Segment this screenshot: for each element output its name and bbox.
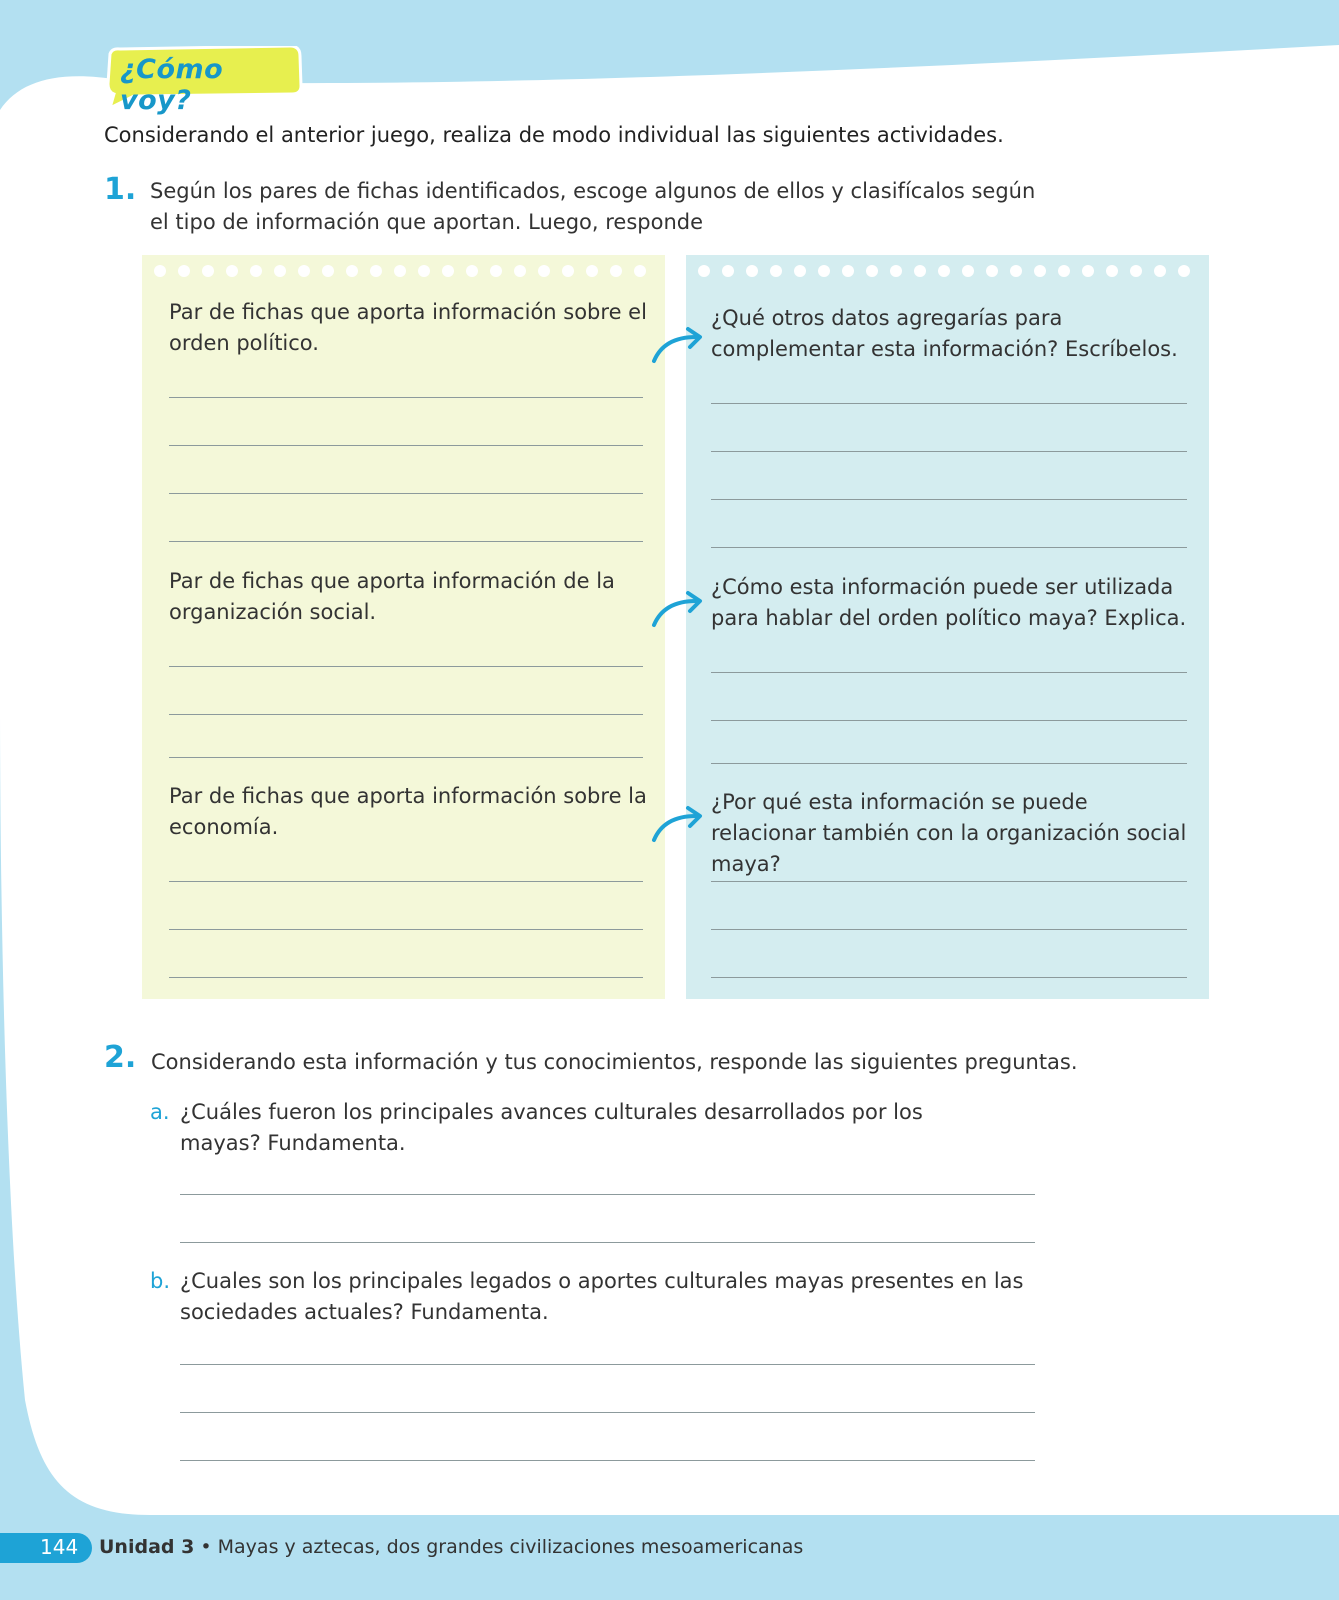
answer-line[interactable] [711,403,1187,404]
left-notepad-card [142,255,665,999]
notepad-holes-icon [152,264,655,278]
answer-line[interactable] [711,763,1187,764]
subquestion-b-text: ¿Cuales son los principales legados o aportes culturales mayas presentes en las sociedades actuales? Fundamenta. [180,1269,1024,1324]
answer-line[interactable] [711,547,1187,548]
left-card-prompt-3: Par de fichas que aporta información sobre la economía. [169,784,647,839]
left-card-prompt-2: Par de fichas que aporta información de la organización social. [169,569,615,624]
answer-line[interactable] [169,397,643,398]
footer-separator: • [200,1536,212,1558]
right-notepad-card [686,255,1209,999]
answer-line[interactable] [169,541,643,542]
answer-line[interactable] [169,493,643,494]
answer-line[interactable] [180,1412,1035,1413]
badge-label: ¿Cómo voy? [120,54,224,116]
right-card-question-1: ¿Qué otros datos agregarías para complementar esta información? Escríbelos. [711,306,1178,361]
answer-line[interactable] [169,977,643,978]
subquestion-a-text: ¿Cuáles fueron los principales avances culturales desarrollados por los mayas? Fundamenta. [180,1100,923,1155]
left-card-prompt-1: Par de fichas que aporta información sobre el orden político. [169,300,647,355]
answer-line[interactable] [169,666,643,667]
answer-line[interactable] [711,977,1187,978]
curved-arrow-icon [650,325,706,365]
right-card-question-3: ¿Por qué esta información se puede relacionar también con la organización social maya? [711,790,1187,876]
intro-text: Considerando el anterior juego, realiza de modo individual las siguientes actividades. [104,123,1004,147]
question-1-text: Según los pares de fichas identificados, escoge algunos de ellos y clasifícalos según el tipo de información que aportan. Luego, responde [150,179,1036,234]
answer-line[interactable] [711,499,1187,500]
answer-line[interactable] [169,714,643,715]
footer-title: Mayas y aztecas, dos grandes civilizaciones mesoamericanas [217,1536,804,1558]
answer-line[interactable] [711,720,1187,721]
answer-line[interactable] [169,445,643,446]
question-2-number: 2. [104,1040,137,1075]
subquestion-b-letter: b. [150,1269,171,1293]
right-card-question-2: ¿Cómo esta información puede ser utilizada para hablar del orden político maya? Explica. [711,575,1187,630]
answer-line[interactable] [169,929,643,930]
question-2-text: Considerando esta información y tus conocimientos, responde las siguientes preguntas. [151,1050,1078,1074]
answer-line[interactable] [711,881,1187,882]
answer-line[interactable] [180,1242,1035,1243]
como-voy-badge [104,46,304,116]
footer-unit: Unidad 3 [99,1536,195,1558]
answer-line[interactable] [711,929,1187,930]
answer-line[interactable] [169,757,643,758]
curved-arrow-icon [650,804,706,844]
subquestion-a-letter: a. [150,1100,170,1124]
notepad-holes-icon [696,264,1199,278]
answer-line[interactable] [180,1364,1035,1365]
answer-line[interactable] [180,1460,1035,1461]
page-number: 144 [40,1535,79,1559]
footer-unit-title [99,1536,803,1558]
answer-line[interactable] [711,451,1187,452]
answer-line[interactable] [169,881,643,882]
answer-line[interactable] [180,1194,1035,1195]
answer-line[interactable] [711,672,1187,673]
curved-arrow-icon [650,589,706,629]
question-1-number: 1. [104,172,137,207]
